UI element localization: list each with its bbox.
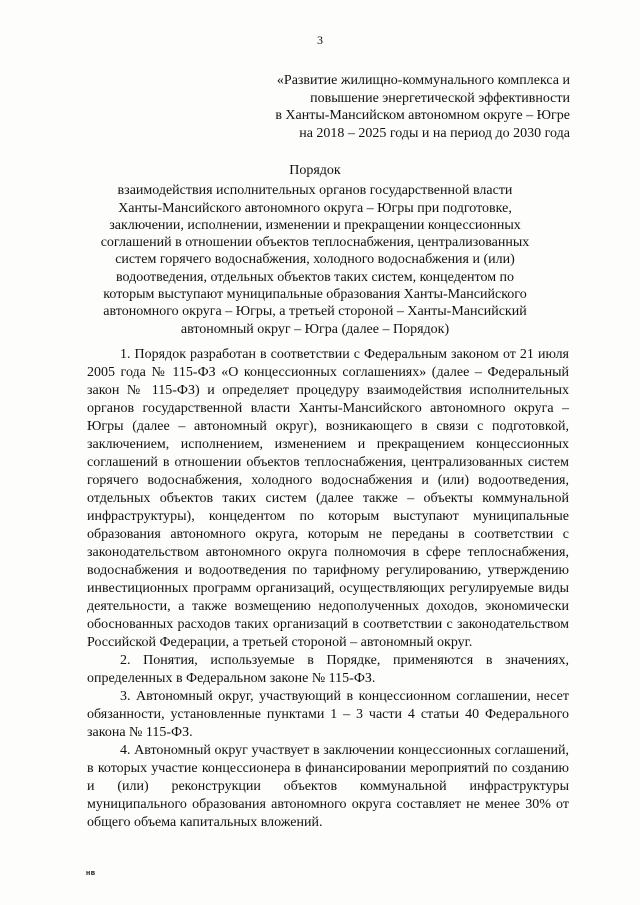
paragraph-3: 3. Автономный округ, участвующий в концессионном соглашении, несет обязанности, установленные пунктами 1 – 3 части 4 статьи 40 Федерального закона № 115-ФЗ. — [87, 689, 569, 740]
page-number: 3 — [317, 33, 323, 47]
subtitle-line: заключении, исполнении, изменении и прекращении концессионных — [109, 217, 521, 233]
document-title-block — [60, 162, 570, 338]
document-body — [87, 346, 569, 832]
subtitle-line: автономного округа – Югры, а третьей стороной – Ханты-Мансийский — [103, 304, 527, 320]
paragraph-1: 1. Порядок разработан в соответствии с Федеральным законом от 21 июля 2005 года № 115-ФЗ «О концессионных соглашениях» (далее – Федеральный закон № 115-ФЗ) и определяет процедуру взаимодействия исполнительных органов государственной власти Ханты-Мансийского автономного округа – Югры (далее – автономный округ), возникающего в связи с подготовкой, заключением, исполнением, изменением и прекращением концессионных соглашений в отношении объектов теплоснабжения, централизованных систем горячего водоснабжения, холодного водоснабжения и (или) водоотведения, отдельных объектов таких систем (далее также – объекты коммунальной инфраструктуры), концедентом по которым выступают муниципальные образования автономного округа, которым не переданы в соответствии с законодательством автономного округа полномочия в сфере теплоснабжения, водоснабжения и водоотведения по тарифному регулированию, утверждению инвестиционных программ организаций, осуществляющих регулируемые виды деятельности, а также возмещению недополученных доходов, экономически обоснованных расходов таких организаций в соответствии с законодательством Российской Федерации, а третьей стороной – автономный округ. — [87, 347, 569, 650]
program-title-header — [240, 72, 570, 142]
paragraph-4: 4. Автономный округ участвует в заключении концессионных соглашений, в которых участие концессионера в финансировании мероприятий по созданию и (или) реконструкции объектов коммунальной инфраструктуры муниципального образования автономного округа составляет не менее 30% от общего объема капитальных вложений. — [87, 743, 569, 830]
header-line: на 2018 – 2025 годы и на период до 2030 года — [299, 125, 570, 141]
paragraph-2: 2. Понятия, используемые в Порядке, применяются в значениях, определенных в Федеральном законе № 115-ФЗ. — [87, 653, 569, 686]
header-line: в Ханты-Мансийском автономном округе – Югре — [275, 108, 570, 123]
subtitle-line: взаимодействия исполнительных органов государственной власти — [117, 183, 513, 199]
subtitle-line: соглашений в отношении объектов теплоснабжения, централизованных — [100, 235, 530, 251]
document-title: Порядок — [289, 163, 341, 178]
executor-initials-mark: нв — [86, 870, 96, 877]
subtitle-line: автономный округ – Югра (далее – Порядок) — [180, 321, 450, 337]
subtitle-line: Ханты-Мансийского автономного округа – Югры при подготовке, — [118, 200, 512, 216]
subtitle-line: которым выступают муниципальные образования Ханты-Мансийского — [103, 287, 527, 303]
subtitle-line: систем горячего водоснабжения, холодного водоснабжения и (или) — [115, 252, 515, 268]
subtitle-line: водоотведения, отдельных объектов таких систем, концедентом по — [115, 269, 515, 285]
header-line: повышение энергетической эффективности — [310, 90, 570, 106]
header-line: «Развитие жилищно-коммунального комплекса и — [276, 73, 570, 88]
